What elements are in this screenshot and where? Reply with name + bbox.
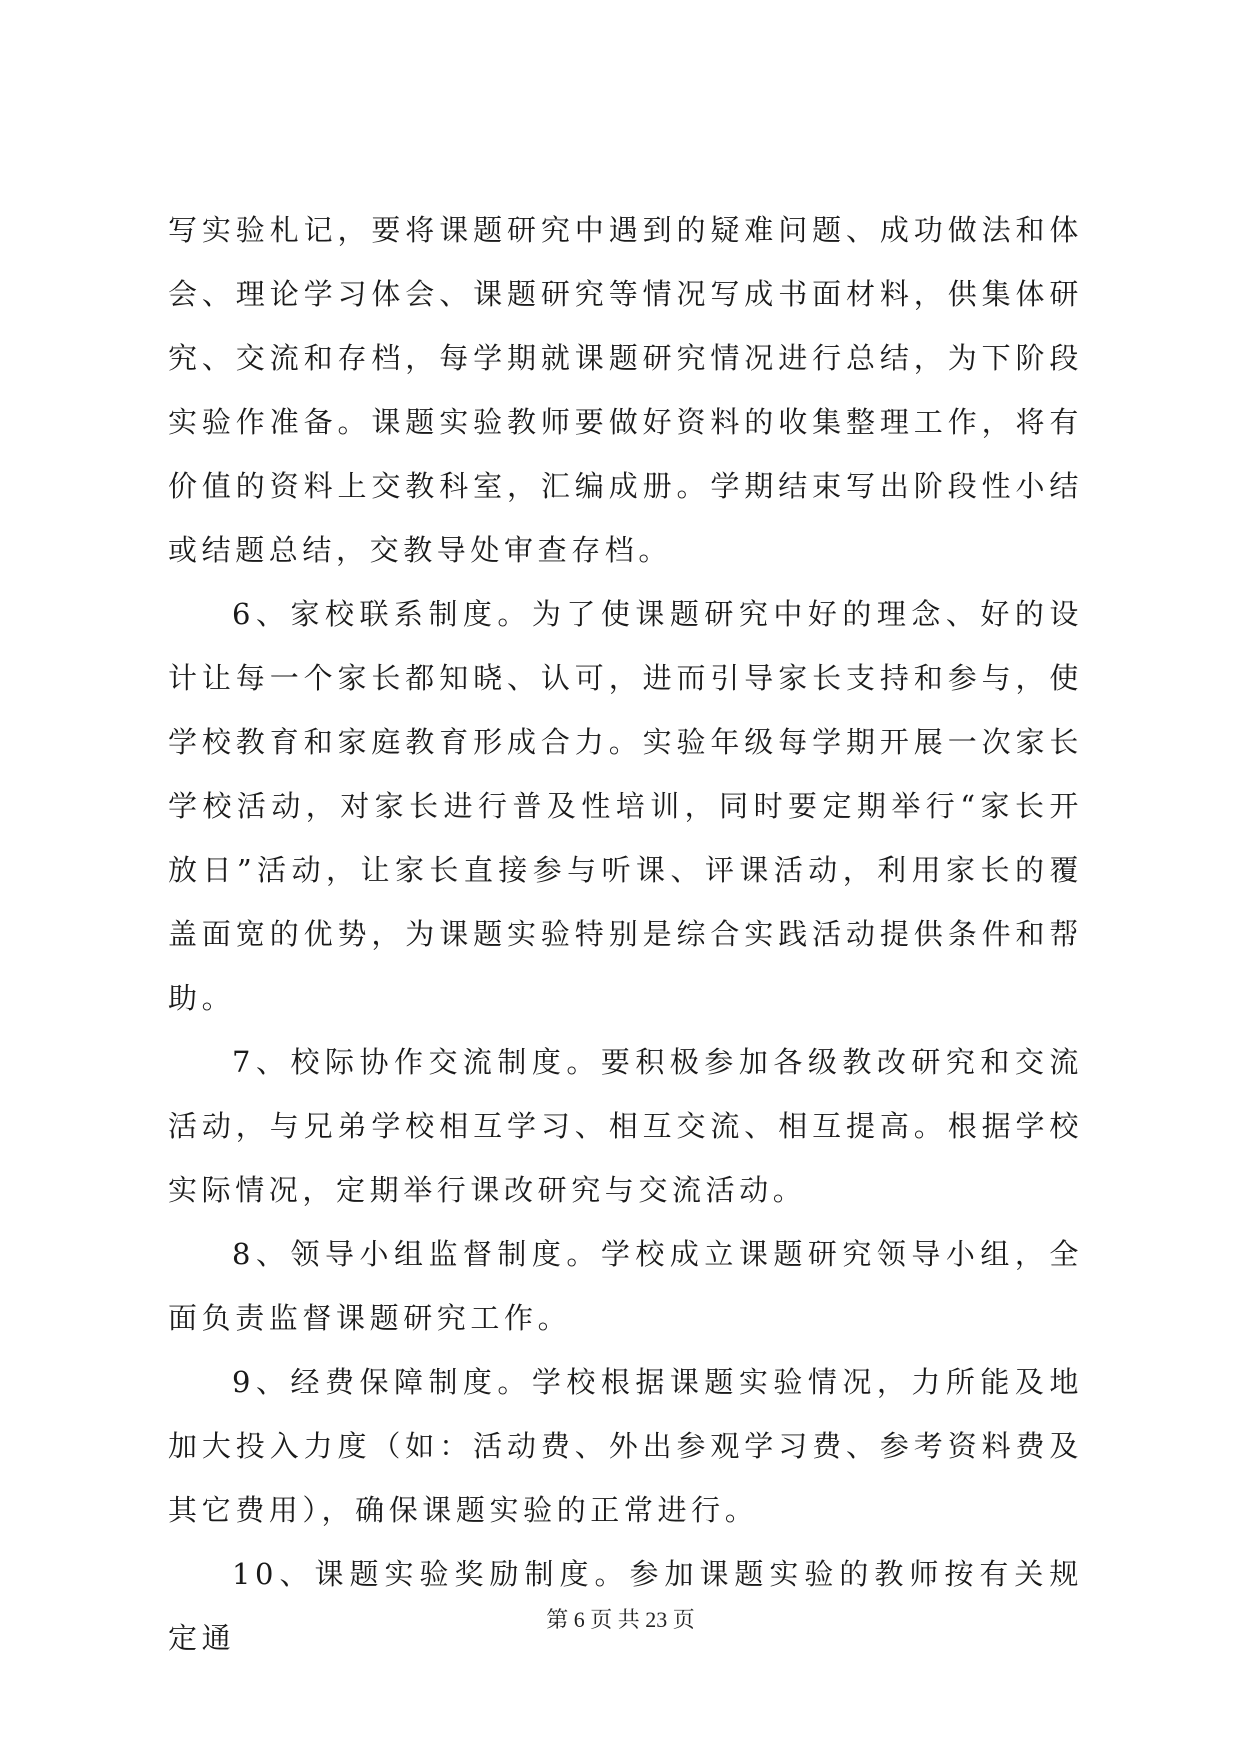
paragraph-item-9: 9、经费保障制度。学校根据课题实验情况，力所能及地加大投入力度（如：活动费、外出参观学习费、参考资料费及其它费用），确保课题实验的正常进行。 [168, 1365, 1083, 1527]
paragraph-item-6: 6、家校联系制度。为了使课题研究中好的理念、好的设计让每一个家长都知晓、认可，进而引导家长支持和参与，使学校教育和家庭教育形成合力。实验年级每学期开展一次家长学校活动，对家长进行普及性培训，同时要定期举行“家长开放日”活动，让家长直接参与听课、评课活动，利用家长的覆盖面宽的优势，为课题实验特别是综合实践活动提供条件和帮助。 [168, 597, 1083, 1015]
paragraph-item-7: 7、校际协作交流制度。要积极参加各级教改研究和交流活动，与兄弟学校相互学习、相互交流、相互提高。根据学校实际情况，定期举行课改研究与交流活动。 [168, 1045, 1083, 1207]
document-body [168, 198, 1083, 1670]
paragraph-item-10: 10、课题实验奖励制度。参加课题实验的教师按有关规定通 [168, 1557, 1083, 1655]
page-number-footer: 第 6 页 共 23 页 [546, 1607, 695, 1632]
paragraph-continued: 写实验札记，要将课题研究中遇到的疑难问题、成功做法和体会、理论学习体会、课题研究等情况写成书面材料，供集体研究、交流和存档，每学期就课题研究情况进行总结，为下阶段实验作准备。课题实验教师要做好资料的收集整理工作，将有价值的资料上交教科室，汇编成册。学期结束写出阶段性小结或结题总结，交教导处审查存档。 [168, 213, 1083, 567]
paragraph-item-8: 8、领导小组监督制度。学校成立课题研究领导小组，全面负责监督课题研究工作。 [168, 1237, 1083, 1335]
